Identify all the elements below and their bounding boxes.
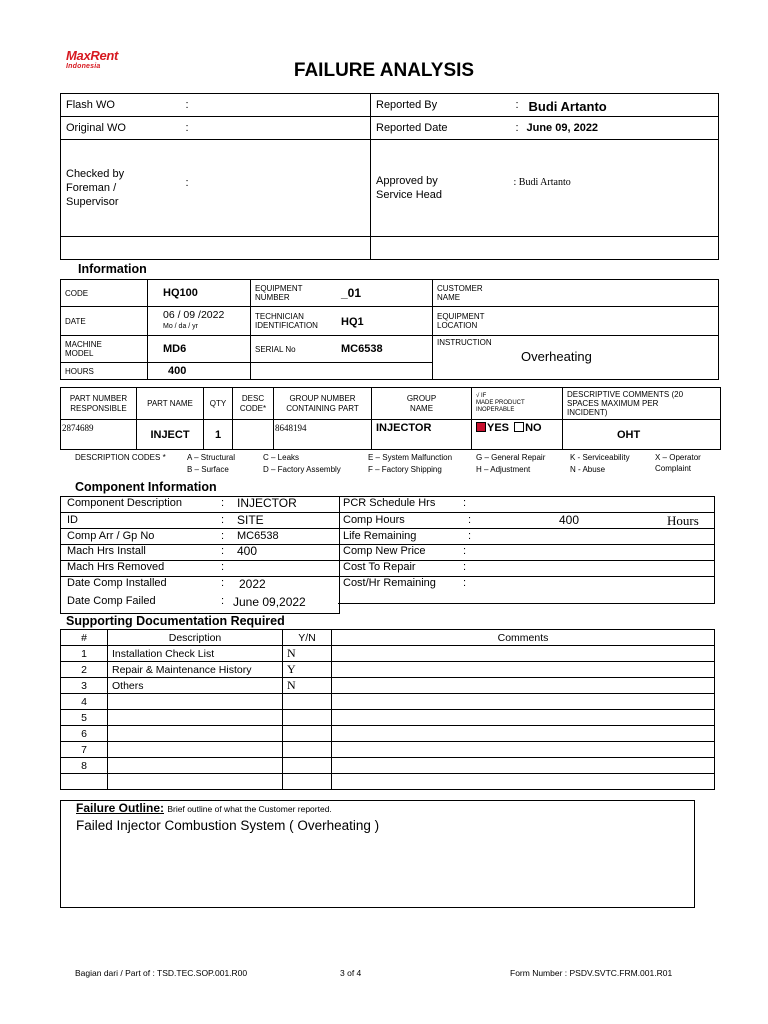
- failure-outline-text: Failed Injector Combustion System ( Overheating ): [76, 818, 380, 833]
- table-row: 1 Installation Check List N: [61, 646, 715, 662]
- group-name-value: INJECTOR: [372, 420, 472, 450]
- date-installed-value: 2022: [239, 577, 266, 591]
- footer-form-number: Form Number : PSDV.SVTC.FRM.001.R01: [510, 968, 673, 978]
- instruction-value: Overheating: [521, 349, 592, 364]
- parts-table: PART NUMBER RESPONSIBLE PART NAME QTY DESC CODE* GROUP NUMBER CONTAINING PART GROUP NAME √ IF MADE PRODUCT INOPERABLE DESCRIPTIVE COMMENTS (20 SPACES MAXIMUM PER INCIDENT) 2874689 INJECT 1 8648194 INJECTOR YES NO OHT: [60, 387, 721, 450]
- failure-outline-label: Failure Outline:: [76, 801, 165, 815]
- information-table: CODE HQ100 EQUIPMENT NUMBER _01 CUSTOMER NAME DATE 06 / 09 /2022 Mo / da / yr TECHNICIAN IDENTIFICATION HQ1 EQUIPMENT LOCATION MACHINE MODEL MD6 SERIAL No MC6538 INSTRUCTION Overheating HOURS 400: [60, 279, 719, 380]
- comp-hours-value: 400: [559, 513, 580, 527]
- company-logo: MaxRent Indonesia: [66, 48, 119, 70]
- comp-arr-value: MC6538: [237, 530, 279, 542]
- component-description-value: INJECTOR: [237, 496, 297, 510]
- date-value: 06 / 09 /2022: [163, 309, 225, 321]
- original-wo-label: Original WO: [66, 122, 126, 134]
- group-number-value: 8648194: [275, 423, 307, 433]
- flash-wo-label: Flash WO: [66, 99, 115, 111]
- component-heading: Component Information: [75, 480, 217, 494]
- comp-hours-unit: Hours: [667, 513, 699, 528]
- reported-by-value: Budi Artanto: [528, 99, 607, 114]
- footer-part-of: Bagian dari / Part of : TSD.TEC.SOP.001.R00: [75, 968, 248, 978]
- table-row: 6: [61, 726, 715, 742]
- table-row: [61, 774, 715, 790]
- comment-value: OHT: [563, 420, 721, 450]
- table-row: 8: [61, 758, 715, 774]
- equipment-number-value: _01: [341, 286, 362, 300]
- failure-outline-box: Failure Outline: Brief outline of what the Customer reported. Failed Injector Combustion System ( Overheating ): [60, 800, 695, 908]
- technician-value: HQ1: [341, 316, 364, 328]
- machine-model-value: MD6: [148, 336, 251, 363]
- table-row: 2 Repair & Maintenance History Y: [61, 662, 715, 678]
- reported-date-value: June 09, 2022: [526, 122, 599, 134]
- inoperable-no-checkbox[interactable]: [514, 422, 524, 432]
- approved-by-label: Approved by Service Head: [376, 175, 443, 201]
- qty-value: 1: [204, 420, 233, 450]
- footer-page-number: 3 of 4: [340, 968, 362, 978]
- id-value: SITE: [237, 513, 264, 527]
- table-row: 4: [61, 694, 715, 710]
- mach-hrs-install-value: 400: [237, 544, 258, 558]
- report-header-table: Flash WO : Reported By : Budi Artanto Original WO : Reported Date : June 09, 2022 Checked by Foreman / Supervisor : Approved by Service Head : Budi Artanto: [60, 93, 719, 260]
- table-row: 3 Others N: [61, 678, 715, 694]
- page-title: FAILURE ANALYSIS: [293, 60, 475, 81]
- supporting-docs-heading: Supporting Documentation Required: [66, 614, 285, 628]
- reported-by-label: Reported By: [376, 99, 438, 111]
- hours-value: 400: [148, 363, 251, 380]
- information-heading: Information: [78, 262, 147, 276]
- table-row: 5: [61, 710, 715, 726]
- checked-by-label: Checked by Foreman / Supervisor: [66, 168, 125, 208]
- inoperable-yes-checkbox[interactable]: [476, 422, 486, 432]
- code-value: HQ100: [148, 280, 251, 307]
- table-row: 7: [61, 742, 715, 758]
- component-table: Component Description : INJECTOR ID : SITE Comp Arr / Gp No : MC6538 Mach Hrs Install : 400 Mach Hrs Removed : Date Comp Installed : 2022 Date Comp Failed : June 09,2022 PCR Schedule Hrs : Comp Hours : 400 Hours Life Remaining : Comp New Price : Cost To Repair : Cost/Hr Remaining :: [60, 496, 714, 604]
- reported-date-label: Reported Date: [376, 122, 448, 134]
- approved-by-value: : Budi Artanto: [513, 176, 571, 188]
- part-number-value: 2874689: [62, 423, 94, 433]
- serial-value: MC6538: [341, 343, 383, 355]
- part-name-value: INJECT: [137, 420, 204, 450]
- date-failed-value: June 09,2022: [233, 595, 306, 609]
- supporting-docs-table: # Description Y/N Comments 1 Installation Check List N 2 Repair & Maintenance History Y 3 Others N 4 5 6 7 8: [60, 629, 715, 790]
